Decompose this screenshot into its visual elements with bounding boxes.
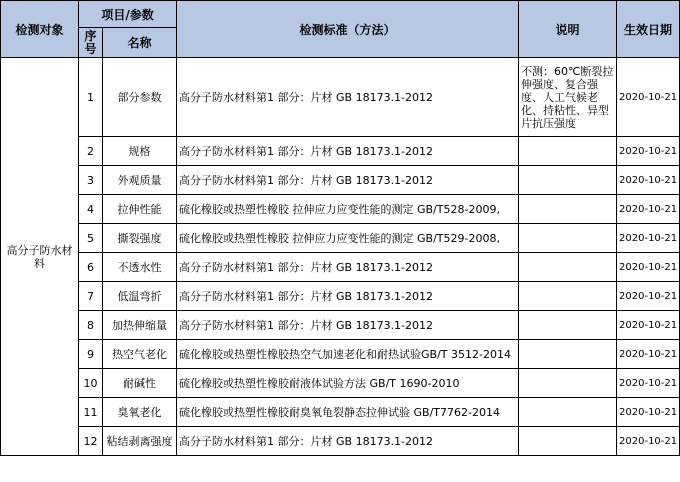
row-note: 不测：60℃断裂拉伸强度、复合强度、人工气候老化、持粘性、异型片抗压强度 [519, 58, 617, 137]
row-standard: 硫化橡胶或热塑性橡胶耐臭氧龟裂静态拉伸试验 GB/T7762-2014 [177, 398, 519, 427]
table-row [1, 195, 680, 224]
row-note [519, 427, 617, 456]
row-date: 2020-10-21 [617, 224, 680, 253]
table-row [1, 369, 680, 398]
row-standard: 高分子防水材料第1 部分：片材 GB 18173.1-2012 [177, 137, 519, 166]
table-row [1, 282, 680, 311]
table-row [1, 166, 680, 195]
row-name: 不透水性 [103, 253, 177, 282]
row-seq: 6 [79, 253, 103, 282]
row-name: 热空气老化 [103, 340, 177, 369]
row-standard: 硫化橡胶或热塑性橡胶热空气加速老化和耐热试验GB/T 3512-2014 [177, 340, 519, 369]
row-seq: 10 [79, 369, 103, 398]
row-note [519, 166, 617, 195]
table-row [1, 224, 680, 253]
row-name: 低温弯折 [103, 282, 177, 311]
header-name: 名称 [103, 28, 177, 58]
object-name-cell: 高分子防水材料 [1, 58, 79, 456]
row-date: 2020-10-21 [617, 166, 680, 195]
row-name: 撕裂强度 [103, 224, 177, 253]
row-seq: 7 [79, 282, 103, 311]
row-standard: 硫化橡胶或热塑性橡胶耐液体试验方法 GB/T 1690-2010 [177, 369, 519, 398]
row-standard: 高分子防水材料第1 部分：片材 GB 18173.1-2012 [177, 427, 519, 456]
row-name: 加热伸缩量 [103, 311, 177, 340]
row-date: 2020-10-21 [617, 253, 680, 282]
row-date: 2020-10-21 [617, 427, 680, 456]
row-name: 臭氧老化 [103, 398, 177, 427]
row-standard: 高分子防水材料第1 部分：片材 GB 18173.1-2012 [177, 166, 519, 195]
header-seq: 序号 [79, 28, 103, 58]
row-seq: 12 [79, 427, 103, 456]
row-seq: 1 [79, 58, 103, 137]
row-date: 2020-10-21 [617, 311, 680, 340]
header-note: 说明 [519, 1, 617, 58]
row-name: 外观质量 [103, 166, 177, 195]
row-standard: 高分子防水材料第1 部分：片材 GB 18173.1-2012 [177, 282, 519, 311]
row-note [519, 137, 617, 166]
row-date: 2020-10-21 [617, 398, 680, 427]
row-note [519, 369, 617, 398]
row-name: 规格 [103, 137, 177, 166]
row-standard: 高分子防水材料第1 部分：片材 GB 18173.1-2012 [177, 58, 519, 137]
row-note [519, 340, 617, 369]
table-row [1, 398, 680, 427]
row-date: 2020-10-21 [617, 282, 680, 311]
row-note [519, 311, 617, 340]
row-date: 2020-10-21 [617, 137, 680, 166]
row-standard: 高分子防水材料第1 部分：片材 GB 18173.1-2012 [177, 311, 519, 340]
header-object: 检测对象 [1, 1, 79, 58]
row-name: 粘结剥离强度 [103, 427, 177, 456]
row-name: 部分参数 [103, 58, 177, 137]
table-row [1, 137, 680, 166]
row-standard: 高分子防水材料第1 部分：片材 GB 18173.1-2012 [177, 253, 519, 282]
table-row [1, 58, 680, 137]
table-row [1, 253, 680, 282]
row-seq: 5 [79, 224, 103, 253]
row-seq: 2 [79, 137, 103, 166]
row-note [519, 195, 617, 224]
row-seq: 8 [79, 311, 103, 340]
row-seq: 11 [79, 398, 103, 427]
row-date: 2020-10-21 [617, 340, 680, 369]
table-row [1, 427, 680, 456]
row-note [519, 282, 617, 311]
row-standard: 硫化橡胶或热塑性橡胶 拉伸应力应变性能的测定 GB/T529-2008, [177, 224, 519, 253]
row-date: 2020-10-21 [617, 58, 680, 137]
table-row [1, 311, 680, 340]
row-note [519, 224, 617, 253]
row-note [519, 253, 617, 282]
row-standard: 硫化橡胶或热塑性橡胶 拉伸应力应变性能的测定 GB/T528-2009, [177, 195, 519, 224]
header-effective-date: 生效日期 [617, 1, 680, 58]
header-standard: 检测标准（方法） [177, 1, 519, 58]
row-date: 2020-10-21 [617, 195, 680, 224]
row-seq: 4 [79, 195, 103, 224]
row-seq: 9 [79, 340, 103, 369]
row-note [519, 398, 617, 427]
row-seq: 3 [79, 166, 103, 195]
header-item-parameter: 项目/参数 [79, 1, 177, 28]
table-row [1, 340, 680, 369]
row-name: 拉伸性能 [103, 195, 177, 224]
row-name: 耐碱性 [103, 369, 177, 398]
row-date: 2020-10-21 [617, 369, 680, 398]
